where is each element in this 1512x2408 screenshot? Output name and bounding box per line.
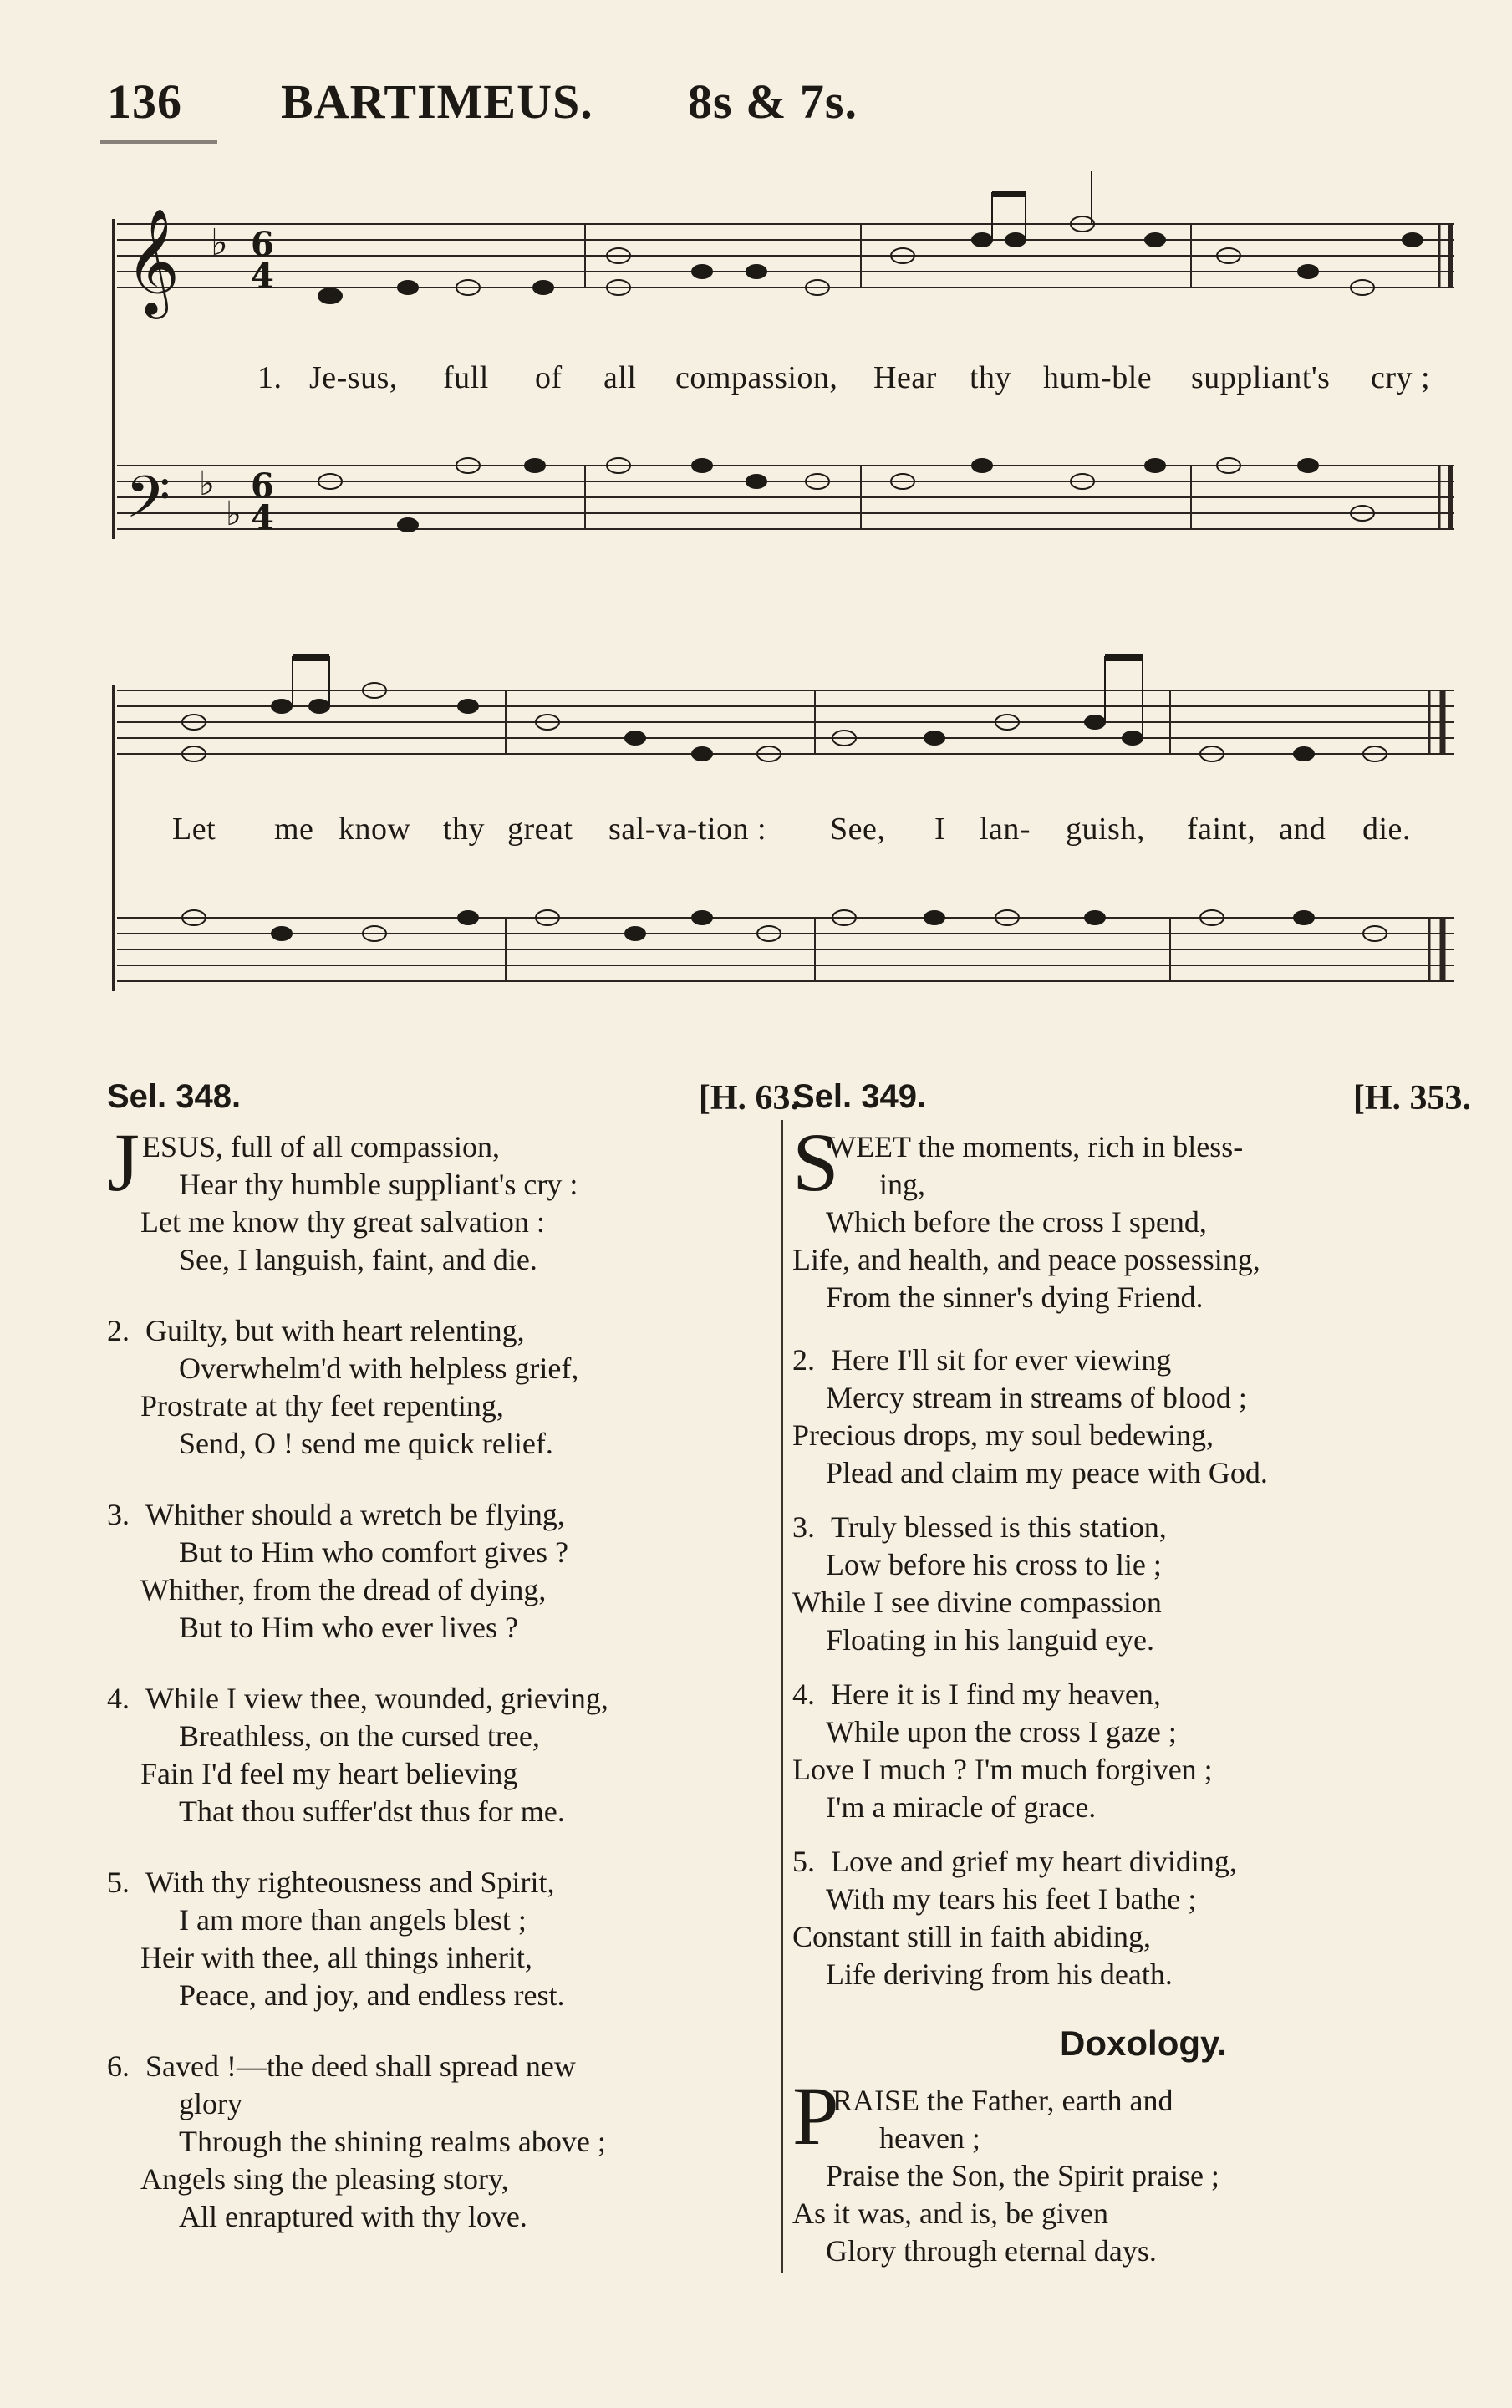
lyric-word: thy: [970, 360, 1012, 395]
hymn-meter: 8s & 7s.: [688, 74, 858, 129]
verse-5: [792, 1843, 1461, 1993]
verse-line: With my tears his feet I bathe ;: [826, 1882, 1197, 1916]
verse-line: But to Him who comfort gives ?: [179, 1535, 568, 1569]
verse-4: [107, 1680, 792, 1830]
verse-line: Overwhelm'd with helpless grief,: [179, 1352, 579, 1385]
verse-line: glory: [179, 2087, 242, 2120]
verse-line: While upon the cross I gaze ;: [826, 1715, 1177, 1749]
lyric-word: all: [603, 360, 637, 395]
flat-icon: ♭: [199, 465, 215, 503]
verse-line: Plead and claim my peace with God.: [826, 1456, 1268, 1489]
verse-1: [107, 1116, 792, 1279]
verse-line: Prostrate at thy feet repenting,: [140, 1389, 504, 1423]
lyric-word: Hear: [873, 360, 937, 395]
verse-line: Which before the cross I spend,: [826, 1205, 1207, 1239]
verse-line: That thou suffer'dst thus for me.: [179, 1795, 565, 1828]
verse-number: 2.: [792, 1343, 815, 1377]
drop-cap: J: [107, 1116, 140, 1209]
time-sig-bottom: 4: [251, 257, 274, 296]
time-sig-top: 6: [251, 225, 274, 264]
verse-line: Let me know thy great salvation :: [140, 1205, 545, 1239]
lyric-word: me: [274, 812, 314, 847]
verse-number: 4.: [107, 1682, 130, 1715]
page-number: 136: [107, 74, 182, 129]
lyric-word: faint,: [1187, 812, 1256, 847]
lyric-word: See,: [830, 812, 886, 847]
time-sig-top-bass: 6: [251, 466, 274, 506]
lyric-word: full: [443, 360, 489, 395]
verse-4: [792, 1676, 1461, 1826]
verse-line: Mercy stream in streams of blood ;: [826, 1381, 1247, 1414]
bass-staff-1: [117, 466, 1454, 529]
music-score: [0, 0, 1512, 1053]
verse-line: Low before his cross to lie ;: [826, 1548, 1162, 1581]
verse-1: [792, 1116, 1461, 1316]
verse-line: heaven ;: [879, 2121, 980, 2155]
verse-line: While I see divine compassion: [792, 1586, 1162, 1619]
verse-line: Breathless, on the cursed tree,: [179, 1719, 540, 1753]
lyric-word: hum-ble: [1043, 360, 1153, 395]
verse-line: ing,: [879, 1168, 926, 1201]
drop-cap: S: [792, 1116, 839, 1209]
verse-line: From the sinner's dying Friend.: [826, 1280, 1204, 1314]
lyric-word: Let: [172, 812, 216, 847]
verse-line: Peace, and joy, and endless rest.: [179, 1978, 565, 2012]
bass-clef-icon: 𝄢: [125, 463, 171, 545]
verse-line: Angels sing the pleasing story,: [140, 2162, 509, 2196]
verse-number: 5.: [107, 1866, 130, 1899]
verse-number: 4.: [792, 1677, 815, 1711]
verse-line: ESUS, full of all compassion,: [142, 1130, 500, 1163]
lyric-word: Je-sus,: [309, 360, 398, 395]
verse-3: [792, 1509, 1461, 1659]
verse-line: Constant still in faith abiding,: [792, 1920, 1151, 1953]
lyric-word: sal-va-tion :: [608, 812, 767, 847]
verse-line: WEET the moments, rich in bless-: [827, 1130, 1244, 1163]
hymnal-reference: [H. 353.: [1352, 1079, 1471, 1117]
verse-line: Fain I'd feel my heart believing: [140, 1757, 518, 1790]
verse-number: 3.: [107, 1498, 130, 1531]
lyric-word: know: [339, 812, 411, 847]
verse-line: Life deriving from his death.: [826, 1957, 1173, 1991]
verse-line: Praise the Son, the Spirit praise ;: [826, 2159, 1219, 2192]
verse-line: Precious drops, my soul bedewing,: [792, 1418, 1214, 1452]
verse-number: 6.: [107, 2049, 130, 2083]
verse-line: I'm a miracle of grace.: [826, 1790, 1097, 1824]
verse-line: Life, and health, and peace possessing,: [792, 1243, 1260, 1276]
right-column: [792, 1078, 1471, 2304]
verse-line: Through the shining realms above ;: [179, 2125, 606, 2158]
doxology-verse: [792, 2069, 1461, 2270]
verse-5: [107, 1864, 792, 2014]
verse-number: 5.: [792, 1845, 815, 1878]
verse-line: Heir with thee, all things inherit,: [140, 1941, 532, 1974]
verse-line: Send, O ! send me quick relief.: [179, 1427, 553, 1460]
selection-number: Sel. 348.: [107, 1078, 242, 1115]
verse-line: Saved !—the deed shall spread new: [145, 2049, 576, 2083]
verse-2: [792, 1341, 1461, 1492]
bass-staff-2: [117, 918, 1454, 981]
verse-line: Guilty, but with heart relenting,: [145, 1314, 525, 1347]
verse-line: RAISE the Father, earth and: [832, 2084, 1173, 2117]
lyric-word: great: [507, 812, 573, 847]
lyric-word: I: [934, 812, 946, 847]
verse-line: With thy righteousness and Spirit,: [145, 1866, 555, 1899]
verse-number: 3.: [792, 1510, 815, 1544]
verse-line: All enraptured with thy love.: [179, 2200, 527, 2233]
verse-line: Love and grief my heart dividing,: [831, 1845, 1237, 1878]
doxology-title: Doxology.: [1060, 2024, 1227, 2063]
verse-line: Whither should a wretch be flying,: [145, 1498, 565, 1531]
lyric-word: cry ;: [1371, 360, 1431, 395]
verse-3: [107, 1496, 792, 1647]
treble-clef-icon: 𝄞: [125, 207, 181, 314]
drop-cap: P: [792, 2069, 839, 2162]
selection-header: [792, 1078, 1471, 1128]
verse-line: But to Him who ever lives ?: [179, 1611, 518, 1644]
flat-icon: ♭: [211, 221, 228, 264]
time-sig-bottom-bass: 4: [251, 498, 274, 537]
lyric-word: lan-: [980, 812, 1031, 847]
lyric-word: guish,: [1066, 812, 1145, 847]
hymnal-reference: [H. 63.: [698, 1079, 799, 1117]
lyric-word: suppliant's: [1191, 360, 1331, 395]
lyric-word: 1.: [257, 360, 283, 395]
selection-header: [107, 1078, 799, 1128]
lyric-word: compassion,: [675, 360, 838, 395]
lyric-word: and: [1279, 812, 1326, 847]
verse-2: [107, 1312, 792, 1463]
verse-number: 2.: [107, 1314, 130, 1347]
verse-line: Floating in his languid eye.: [826, 1623, 1154, 1657]
verse-line: Hear thy humble suppliant's cry :: [179, 1168, 578, 1201]
left-column: [107, 1078, 799, 2269]
verse-line: As it was, and is, be given: [792, 2197, 1108, 2230]
verse-line: I am more than angels blest ;: [179, 1903, 527, 1937]
verse-6: [107, 2048, 792, 2236]
verse-line: While I view thee, wounded, grieving,: [145, 1682, 608, 1715]
treble-staff-1: [117, 224, 1454, 288]
verse-line: Here I'll sit for ever viewing: [831, 1343, 1172, 1377]
hymn-title: BARTIMEUS.: [281, 74, 593, 129]
verse-line: Truly blessed is this station,: [831, 1510, 1167, 1544]
verse-line: Love I much ? I'm much forgiven ;: [792, 1753, 1213, 1786]
verse-line: Glory through eternal days.: [826, 2234, 1157, 2268]
lyric-word: thy: [443, 812, 486, 847]
verse-line: Here it is I find my heaven,: [831, 1677, 1161, 1711]
selection-number: Sel. 349.: [792, 1078, 927, 1115]
lyric-word: die.: [1362, 812, 1411, 847]
flat-icon: ♭: [226, 495, 242, 533]
verse-line: Whither, from the dread of dying,: [140, 1573, 547, 1606]
lyric-word: of: [535, 360, 563, 395]
verse-line: See, I languish, faint, and die.: [179, 1243, 537, 1276]
